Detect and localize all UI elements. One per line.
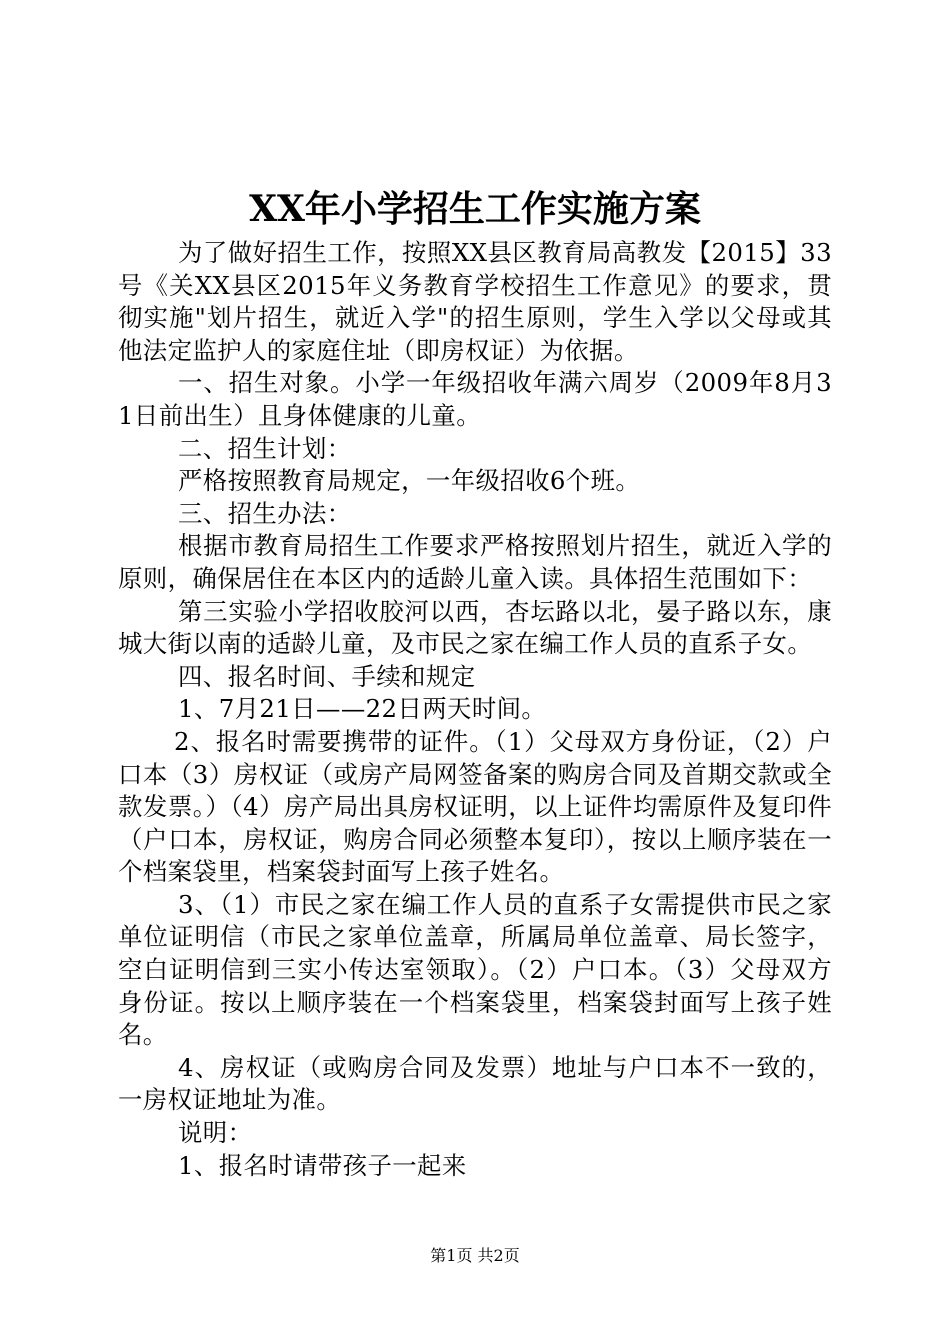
paragraph-item-3: 3、（1）市民之家在编工作人员的直系子女需提供市民之家单位证明信（市民之家单位盖章，所属局单位盖章、局长签字，空白证明信到三实小传达室领取）。（2）户口本。（3）父母双方身份证。按以上顺序装在一个档案袋里，档案袋封面写上孩子姓名。 <box>118 889 832 1050</box>
paragraph-intro: 为了做好招生工作，按照XX县区教育局高教发【2015】33号《关XX县区2015年义务教育学校招生工作意见》的要求，贯彻实施"划片招生，就近入学"的招生原则，学生入学以父母或其他法定监护人的家庭住址（即房权证）为依据。 <box>118 238 832 365</box>
paragraph-section-2-content: 严格按照教育局规定，一年级招收6个班。 <box>178 466 641 496</box>
paragraph-section-3-heading: 三、招生办法： <box>178 498 352 528</box>
page-footer: 第1页 共2页 <box>430 1246 520 1265</box>
paragraph-item-4: 4、房权证（或购房合同及发票）地址与户口本不一致的，一房权证地址为准。 <box>118 1052 832 1115</box>
paragraph-notes-heading: 说明： <box>178 1118 253 1148</box>
paragraph-section-2-heading: 二、招生计划： <box>178 433 352 463</box>
paragraph-item-1: 1、7月21日——22日两天时间。 <box>178 694 547 724</box>
document-title: XX年小学招生工作实施方案 <box>249 188 701 230</box>
paragraph-note-1: 1、报名时请带孩子一起来 <box>178 1150 467 1180</box>
paragraph-section-1: 一、招生对象。小学一年级招收年满六周岁（2009年8月31日前出生）且身体健康的儿童。 <box>118 368 832 430</box>
document-body <box>118 237 832 1182</box>
paragraph-section-4-heading: 四、报名时间、手续和规定 <box>178 661 476 691</box>
paragraph-item-2: 2、报名时需要携带的证件。（1）父母双方身份证，（2）户口本（3）房权证（或房产局网签备案的购房合同及首期交款或全款发票。）（4）房产局出具房权证明，以上证件均需原件及复印件（户口本，房权证，购房合同必须整本复印），按以上顺序装在一个档案袋里，档案袋封面写上孩子姓名。 <box>118 726 832 887</box>
paragraph-section-3-content: 根据市教育局招生工作要求严格按照划片招生，就近入学的原则，确保居住在本区内的适龄儿童入读。具体招生范围如下： <box>118 531 832 593</box>
paragraph-enrollment-range: 第三实验小学招收胶河以西，杏坛路以北，晏子路以东，康城大街以南的适龄儿童，及市民之家在编工作人员的直系子女。 <box>118 596 832 659</box>
